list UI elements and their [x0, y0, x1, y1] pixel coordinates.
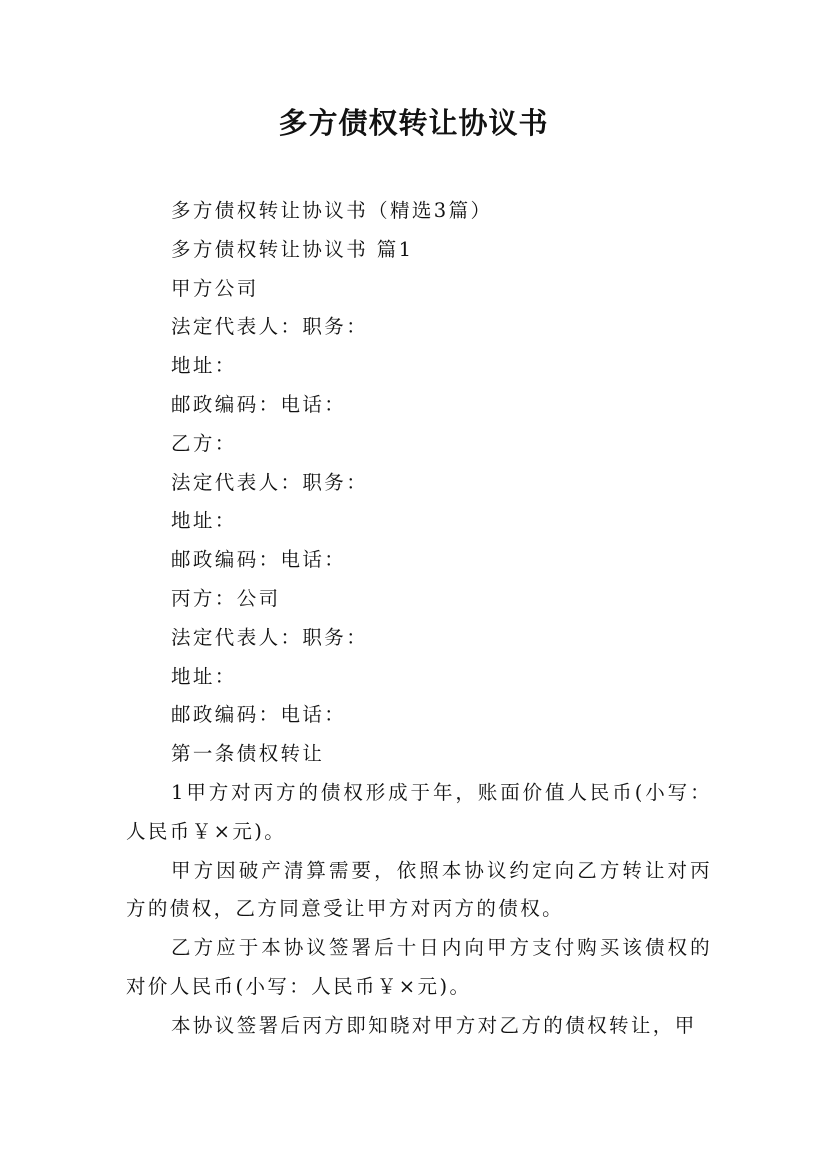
party-a-address: 地址： [171, 354, 237, 378]
party-b-contact: 邮政编码：电话： [171, 548, 347, 572]
paragraph-payment-terms: 乙方应于本协议签署后十日内向甲方支付购买该债权的对价人民币(小写：人民币￥×元)。 [126, 936, 712, 998]
party-c-representative: 法定代表人：职务： [171, 625, 369, 649]
party-a-name: 甲方公司 [171, 276, 259, 300]
party-c-name: 丙方：公司 [171, 586, 281, 610]
paragraph-transfer-purpose: 甲方因破产清算需要，依照本协议约定向乙方转让对丙方的债权，乙方同意受让甲方对丙方的债权。 [126, 858, 712, 921]
party-b-name: 乙方： [171, 431, 237, 455]
section-heading: 多方债权转让协议书 篇1 [171, 237, 414, 261]
document-title: 多方债权转让协议书 [278, 106, 549, 140]
paragraph-debt-origin: 1甲方对丙方的债权形成于年，账面价值人民币(小写：人民币￥×元)。 [126, 780, 712, 843]
paragraph-notification: 本协议签署后丙方即知晓对甲方对乙方的债权转让，甲 [171, 1013, 697, 1037]
subtitle-line: 多方债权转让协议书（精选3篇） [171, 199, 493, 222]
party-c-contact: 邮政编码：电话： [171, 703, 347, 727]
article-heading: 第一条债权转让 [171, 742, 325, 766]
party-b-representative: 法定代表人：职务： [171, 470, 369, 494]
party-c-address: 地址： [171, 664, 237, 688]
party-a-contact: 邮政编码：电话： [171, 392, 347, 416]
party-a-representative: 法定代表人：职务： [171, 315, 369, 339]
party-b-address: 地址： [171, 509, 237, 533]
document-body [126, 192, 712, 1046]
